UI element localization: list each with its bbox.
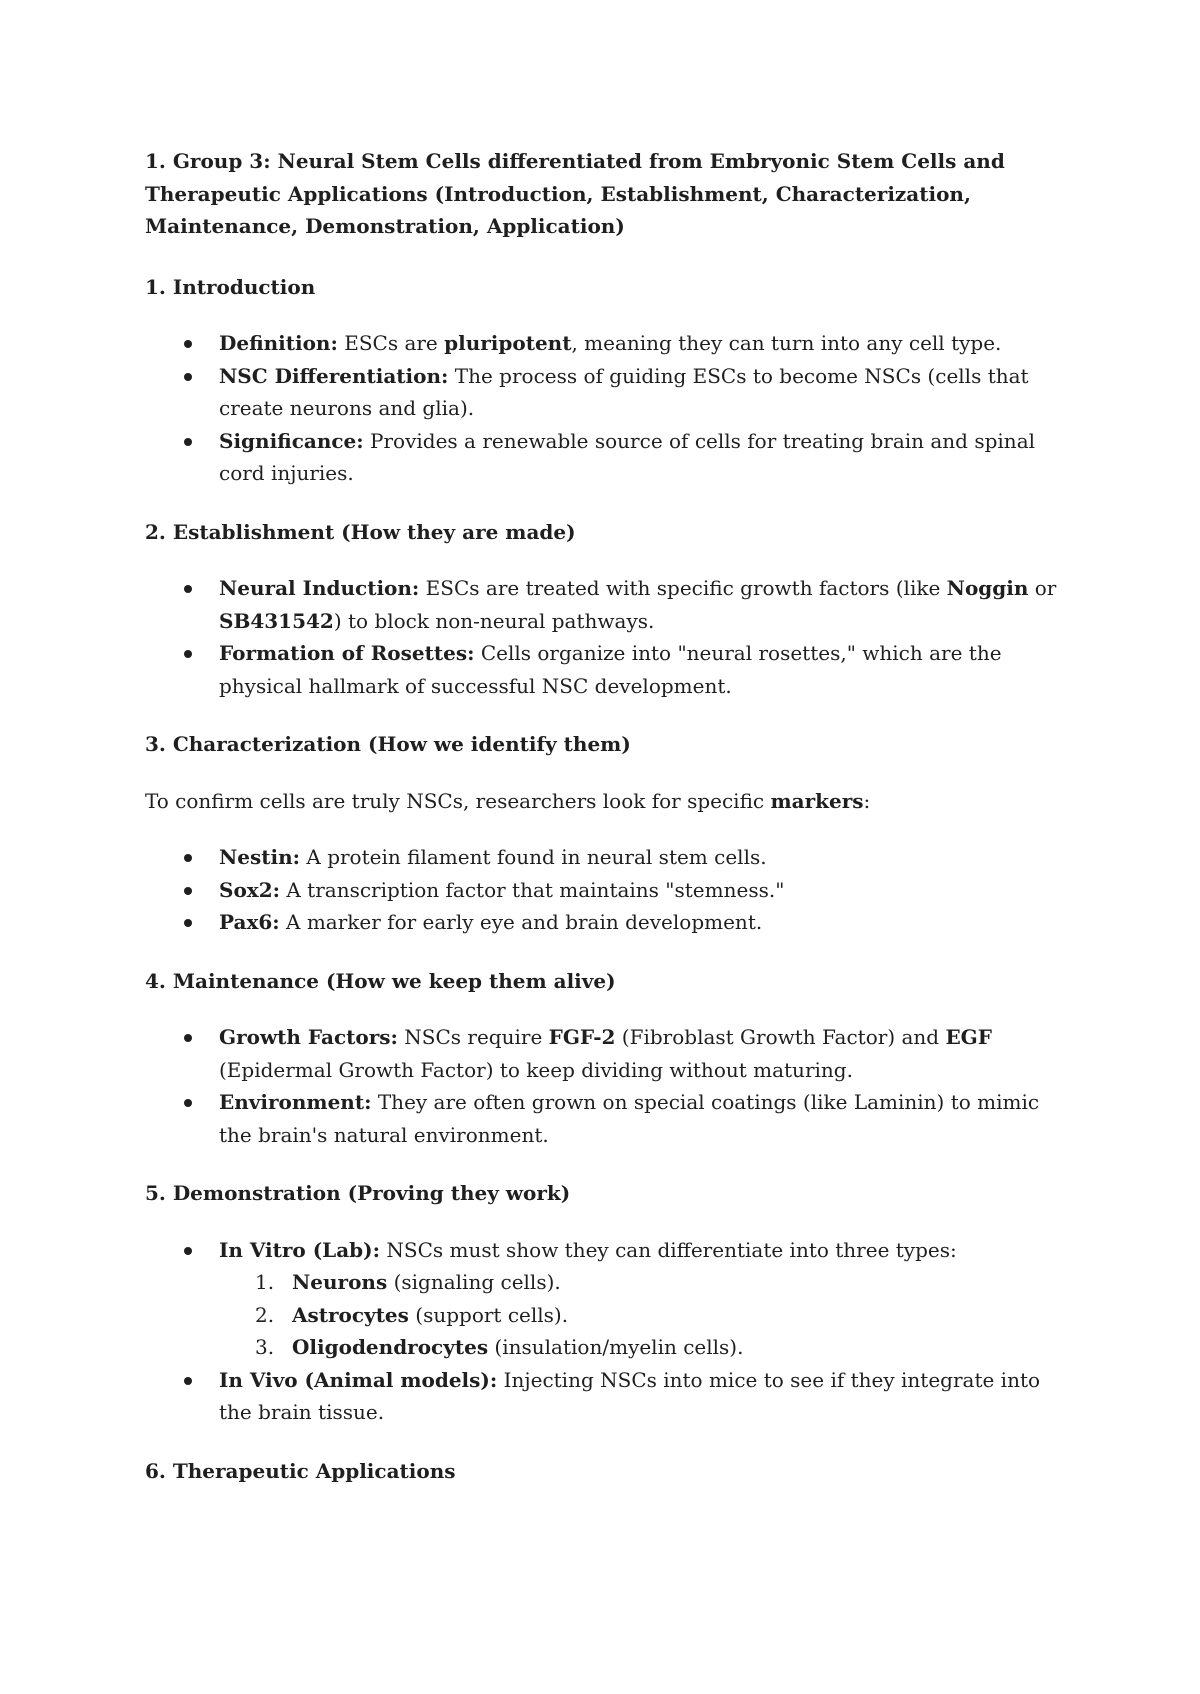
establishment-list [145, 572, 1075, 702]
item-bold: pluripotent [444, 331, 572, 355]
item-text: NSCs must show they can differentiate into three types: [380, 1237, 957, 1262]
item-text: Cells organize into "neural rosettes," which are the physical hallmark of successful NSC development. [219, 641, 1002, 698]
item-label: Growth Factors: [219, 1025, 398, 1049]
item-text: (insulation/myelin cells). [488, 1335, 744, 1359]
item-bold: FGF-2 [548, 1025, 616, 1049]
characterization-list [145, 841, 1075, 939]
item-bold: SB431542 [219, 608, 334, 633]
numbered-item [145, 1266, 1075, 1299]
item-text: or [1028, 576, 1057, 600]
item-text: The process of guiding ESCs to become NSCs (cells that create neurons and glia). [219, 363, 1029, 420]
item-text: A transcription factor that maintains "stemness." [280, 877, 785, 902]
list-item [145, 425, 1075, 490]
item-text: A protein filament found in neural stem cells. [300, 845, 767, 869]
item-label: Sox2: [219, 877, 281, 902]
item-bold: EGF [945, 1025, 992, 1049]
heading-demonstration: 5. Demonstration (Proving they work) [145, 1181, 571, 1205]
item-text: Injecting NSCs into mice to see if they integrate into the brain tissue. [219, 1367, 1041, 1424]
list-item [145, 1021, 1075, 1086]
list-item [145, 874, 1075, 907]
list-item [145, 1364, 1075, 1429]
list-item [145, 327, 1075, 360]
demonstration-list [145, 1234, 1075, 1429]
item-label: Nestin: [219, 845, 301, 869]
item-label: Definition: [219, 331, 338, 355]
item-bold: Oligodendrocytes [292, 1335, 489, 1359]
document-title: 1. Group 3: Neural Stem Cells differentiated from Embryonic Stem Cells and Therapeutic Applications (Introduction, Establishment, Characterization, Maintenance, Demonstration, Application) [145, 149, 1005, 238]
item-label: Environment: [219, 1090, 372, 1114]
item-text: (Epidermal Growth Factor) to keep dividing without maturing. [219, 1057, 853, 1082]
item-text: ESCs are treated with specific growth factors (like [419, 576, 947, 600]
list-item [145, 841, 1075, 874]
item-text: A marker for early eye and brain development. [279, 910, 763, 934]
item-label: Neural Induction: [219, 576, 420, 600]
item-number: 1. [255, 1270, 275, 1294]
item-label: NSC Differentiation: [219, 363, 449, 388]
cell-types-list [219, 1266, 1075, 1364]
document-page [145, 145, 1075, 1511]
heading-applications: 6. Therapeutic Applications [145, 1458, 456, 1483]
heading-establishment: 2. Establishment (How they are made) [145, 519, 576, 544]
item-label: In Vivo (Animal models): [219, 1367, 498, 1392]
list-item [145, 360, 1075, 425]
list-item [145, 1234, 1075, 1364]
characterization-intro [145, 785, 1075, 818]
item-text: (support cells). [408, 1302, 569, 1327]
item-text: ) to block non-neural pathways. [333, 608, 655, 633]
item-text: They are often grown on special coatings (like Laminin) to mimic the brain's natural environment. [219, 1090, 1040, 1147]
intro-text: To confirm cells are truly NSCs, researchers look for specific [145, 788, 771, 813]
item-text: (Fibroblast Growth Factor) and [615, 1025, 946, 1049]
item-label: Significance: [219, 428, 364, 453]
item-number: 3. [255, 1335, 275, 1359]
item-bold: Neurons [292, 1270, 388, 1294]
item-bold: Noggin [946, 576, 1029, 600]
item-text: Provides a renewable source of cells for treating brain and spinal cord injuries. [219, 428, 1036, 485]
list-item [145, 906, 1075, 939]
item-text: ESCs are [337, 331, 445, 355]
item-label: Formation of Rosettes: [219, 641, 475, 665]
item-bold: Astrocytes [292, 1302, 409, 1327]
list-item [145, 637, 1075, 702]
introduction-list [145, 327, 1075, 490]
intro-bold: markers [770, 788, 864, 813]
list-item [145, 572, 1075, 637]
heading-maintenance: 4. Maintenance (How we keep them alive) [145, 968, 616, 993]
item-text: (signaling cells). [387, 1270, 561, 1294]
heading-introduction: 1. Introduction [145, 274, 316, 299]
item-label: In Vitro (Lab): [219, 1237, 381, 1262]
maintenance-list [145, 1021, 1075, 1151]
numbered-item [145, 1331, 1075, 1364]
item-text: NSCs require [397, 1025, 549, 1049]
numbered-item [145, 1299, 1075, 1332]
intro-text: : [863, 788, 871, 813]
item-label: Pax6: [219, 910, 280, 934]
list-item [145, 1086, 1075, 1151]
heading-characterization: 3. Characterization (How we identify them) [145, 732, 631, 756]
item-number: 2. [255, 1302, 275, 1327]
item-text: , meaning they can turn into any cell type. [571, 331, 1002, 355]
